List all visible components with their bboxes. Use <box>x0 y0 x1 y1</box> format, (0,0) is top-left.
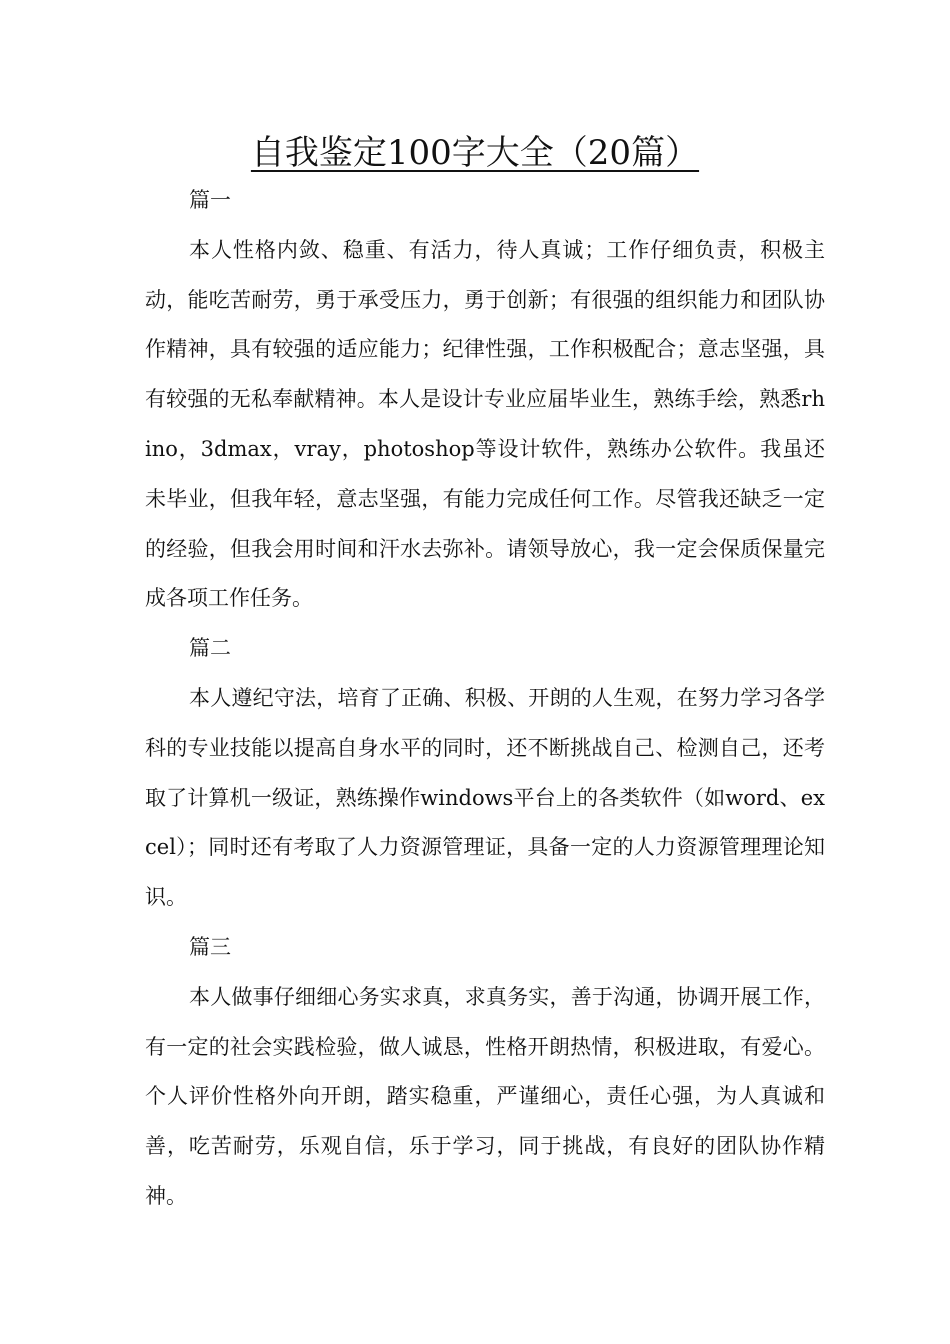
document-title-text: 自我鉴定100字大全（20篇） <box>250 133 700 173</box>
section-heading: 篇二 <box>189 636 231 661</box>
document-body <box>145 176 825 1222</box>
section-paragraph: 本人遵纪守法，培育了正确、积极、开朗的人生观，在努力学习各学科的专业技能以提高自身水平的同时，还不断挑战自己、检测自己，还考取了计算机一级证，熟练操作windows平台上的各类软件（如word、excel）；同时还有考取了人力资源管理证，具备一定的人力资源管理理论知识。 <box>145 685 825 910</box>
section-heading: 篇一 <box>189 188 231 212</box>
document-title <box>0 126 950 180</box>
section-paragraph: 本人性格内敛、稳重、有活力，待人真诚；工作仔细负责，积极主动，能吃苦耐劳，勇于承受压力，勇于创新；有很强的组织能力和团队协作精神，具有较强的适应能力；纪律性强，工作积极配合；意志坚强，具有较强的无私奉献精神。本人是设计专业应届毕业生，熟练手绘，熟悉rhino，3dmax，vray，photoshop等设计软件，熟练办公软件。我虽还未毕业，但我年轻，意志坚强，有能力完成任何工作。尽管我还缺乏一定的经验，但我会用时间和汗水去弥补。请领导放心，我一定会保质保量完成各项工作任务。 <box>145 237 825 611</box>
section-heading: 篇三 <box>189 934 231 959</box>
section-paragraph: 本人做事仔细细心务实求真，求真务实，善于沟通，协调开展工作，有一定的社会实践检验，做人诚恳，性格开朗热情，积极进取，有爱心。个人评价性格外向开朗，踏实稳重，严谨细心，责任心强，为人真诚和善，吃苦耐劳，乐观自信，乐于学习，同于挑战，有良好的团队协作精神。 <box>145 984 825 1208</box>
